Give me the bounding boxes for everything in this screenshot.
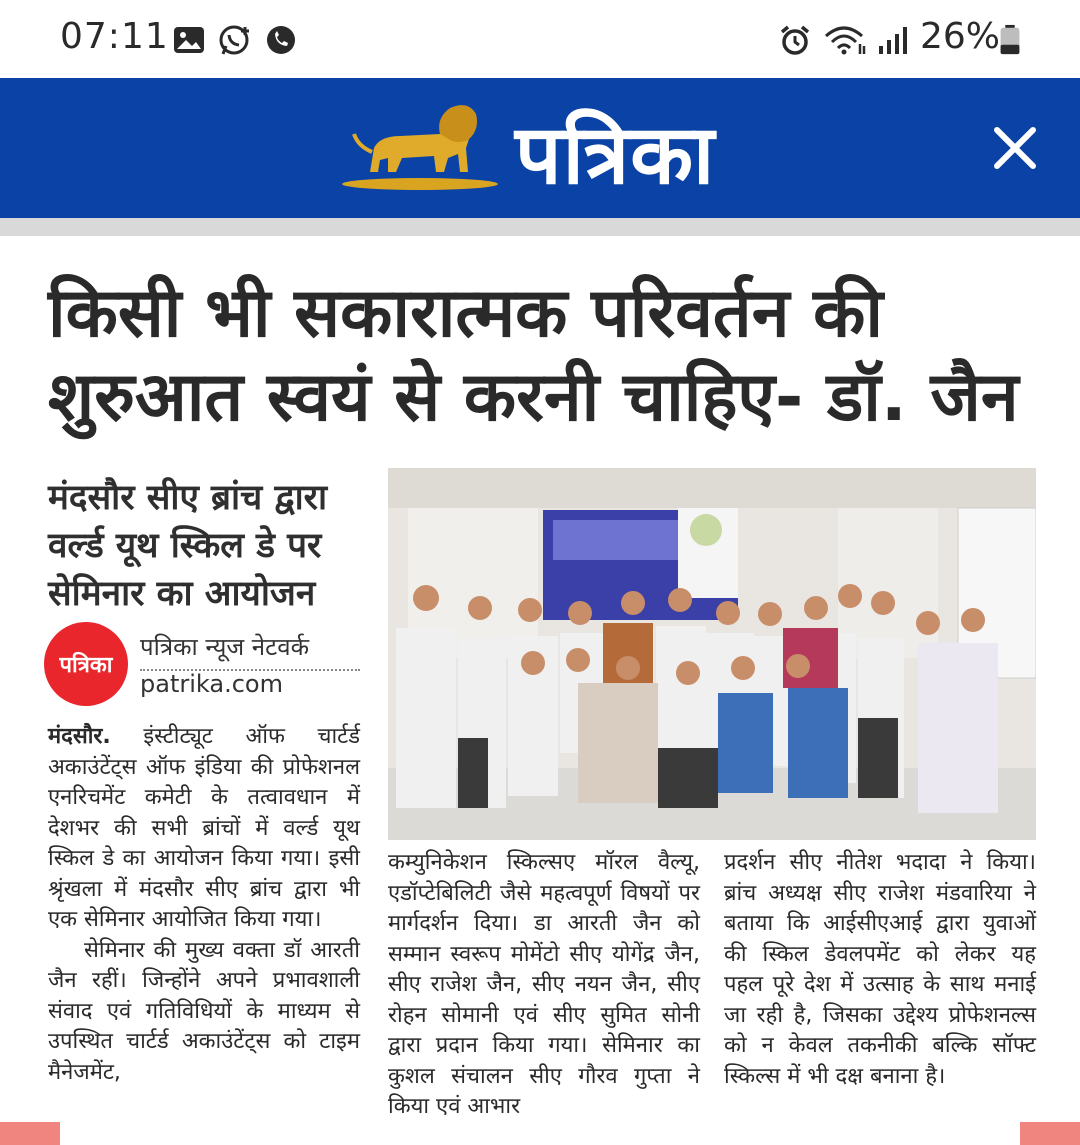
article-subhead: मंदसौर सीए ब्रांच द्वारा वर्ल्ड यूथ स्किल डे पर सेमिनार का आयोजन — [48, 478, 328, 614]
article-column-2 — [388, 848, 700, 1123]
scroll-up-left-button[interactable] — [0, 1122, 60, 1145]
whatsapp-icon — [218, 24, 252, 56]
lion-logo-icon — [340, 100, 500, 192]
article-photo — [388, 468, 1036, 840]
battery-percent: 26% — [920, 16, 1001, 57]
badge-text: पत्रिका — [59, 653, 113, 678]
status-bar — [0, 0, 1080, 78]
wifi-icon — [824, 24, 868, 56]
paragraph-2: सेमिनार की मुख्य वक्ता डॉ आरती जैन रहीं। जिन्होंने अपने प्रभावशाली संवाद एवं गतिविधियों के माध्यम से उपस्थित चार्टर्ड अकाउंटेंट्स को टाइम मैनेजमेंट, — [48, 937, 360, 1085]
paragraph-3: कम्युनिकेशन स्किल्सए मॉरल वैल्यू, एडॉप्टेबिलिटी जैसे महत्वपूर्ण विषयों पर मार्गदर्शन दिया। डा आरती जैन को सम्मान स्वरूप मोमेंटो सीए योगेंद्र जैन, सीए राजेश जैन, सीए नयन जैन, सीए रोहन सोमानी एवं सीए सुमित सोनी द्वारा प्रदान किया गया। सेमिनार का कुशल संचालन सीए गौरव गुप्ता ने किया एवं आभार — [388, 850, 700, 1119]
app-header — [0, 78, 1080, 218]
alarm-icon — [778, 24, 812, 56]
viber-icon — [264, 24, 298, 56]
group-photo-illustration — [388, 468, 1036, 840]
header-divider — [0, 218, 1080, 236]
byline-network: पत्रिका न्यूज नेटवर्क — [140, 630, 360, 671]
battery-icon — [998, 24, 1022, 56]
patrika-badge — [44, 622, 128, 706]
status-time: 07:11 — [60, 16, 169, 57]
dateline: मंदसौर. — [48, 724, 111, 749]
article-headline: किसी भी सकारात्मक परिवर्तन की शुरुआत स्वयं से करनी चाहिए- डॉ. जैन — [48, 274, 1019, 437]
scroll-up-right-button[interactable] — [1020, 1122, 1080, 1145]
article-column-3 — [724, 848, 1036, 1092]
paragraph-1 — [48, 722, 360, 936]
signal-icon — [876, 24, 910, 56]
patrika-logo-text: पत्रिका — [515, 108, 716, 203]
paragraph-1-text: इंस्टीट्यूट ऑफ चार्टर्ड अकाउंटेंट्स ऑफ इंडिया की प्रोफेशनल एनरिचमेंट कमेटी के तत्वावधान में देशभर की सभी ब्रांचों में वर्ल्ड यूथ स्किल डे का आयोजन किया गया। इसी श्रृंखला में मंदसौर सीए ब्रांच द्वारा भी एक सेमिनार आयोजित किया गया। — [48, 724, 360, 932]
gallery-icon — [172, 24, 206, 56]
paragraph-4: प्रदर्शन सीए नीतेश भदादा ने किया। ब्रांच अध्यक्ष सीए राजेश मंडवारिया ने बताया कि आईसीएआई द्वारा युवाओं की स्किल डेवलपमेंट को लेकर यह पहल पूरे देश में उत्साह के साथ मनाई जा रही है, जिसका उद्देश्य प्रोफेशनल्स को न केवल तकनीकी बल्कि सॉफ्ट स्किल्स में भी दक्ष बनाना है। — [724, 850, 1036, 1089]
byline-site: patrika.com — [140, 670, 283, 698]
article-column-1 — [48, 722, 360, 1088]
close-icon[interactable] — [985, 118, 1045, 178]
